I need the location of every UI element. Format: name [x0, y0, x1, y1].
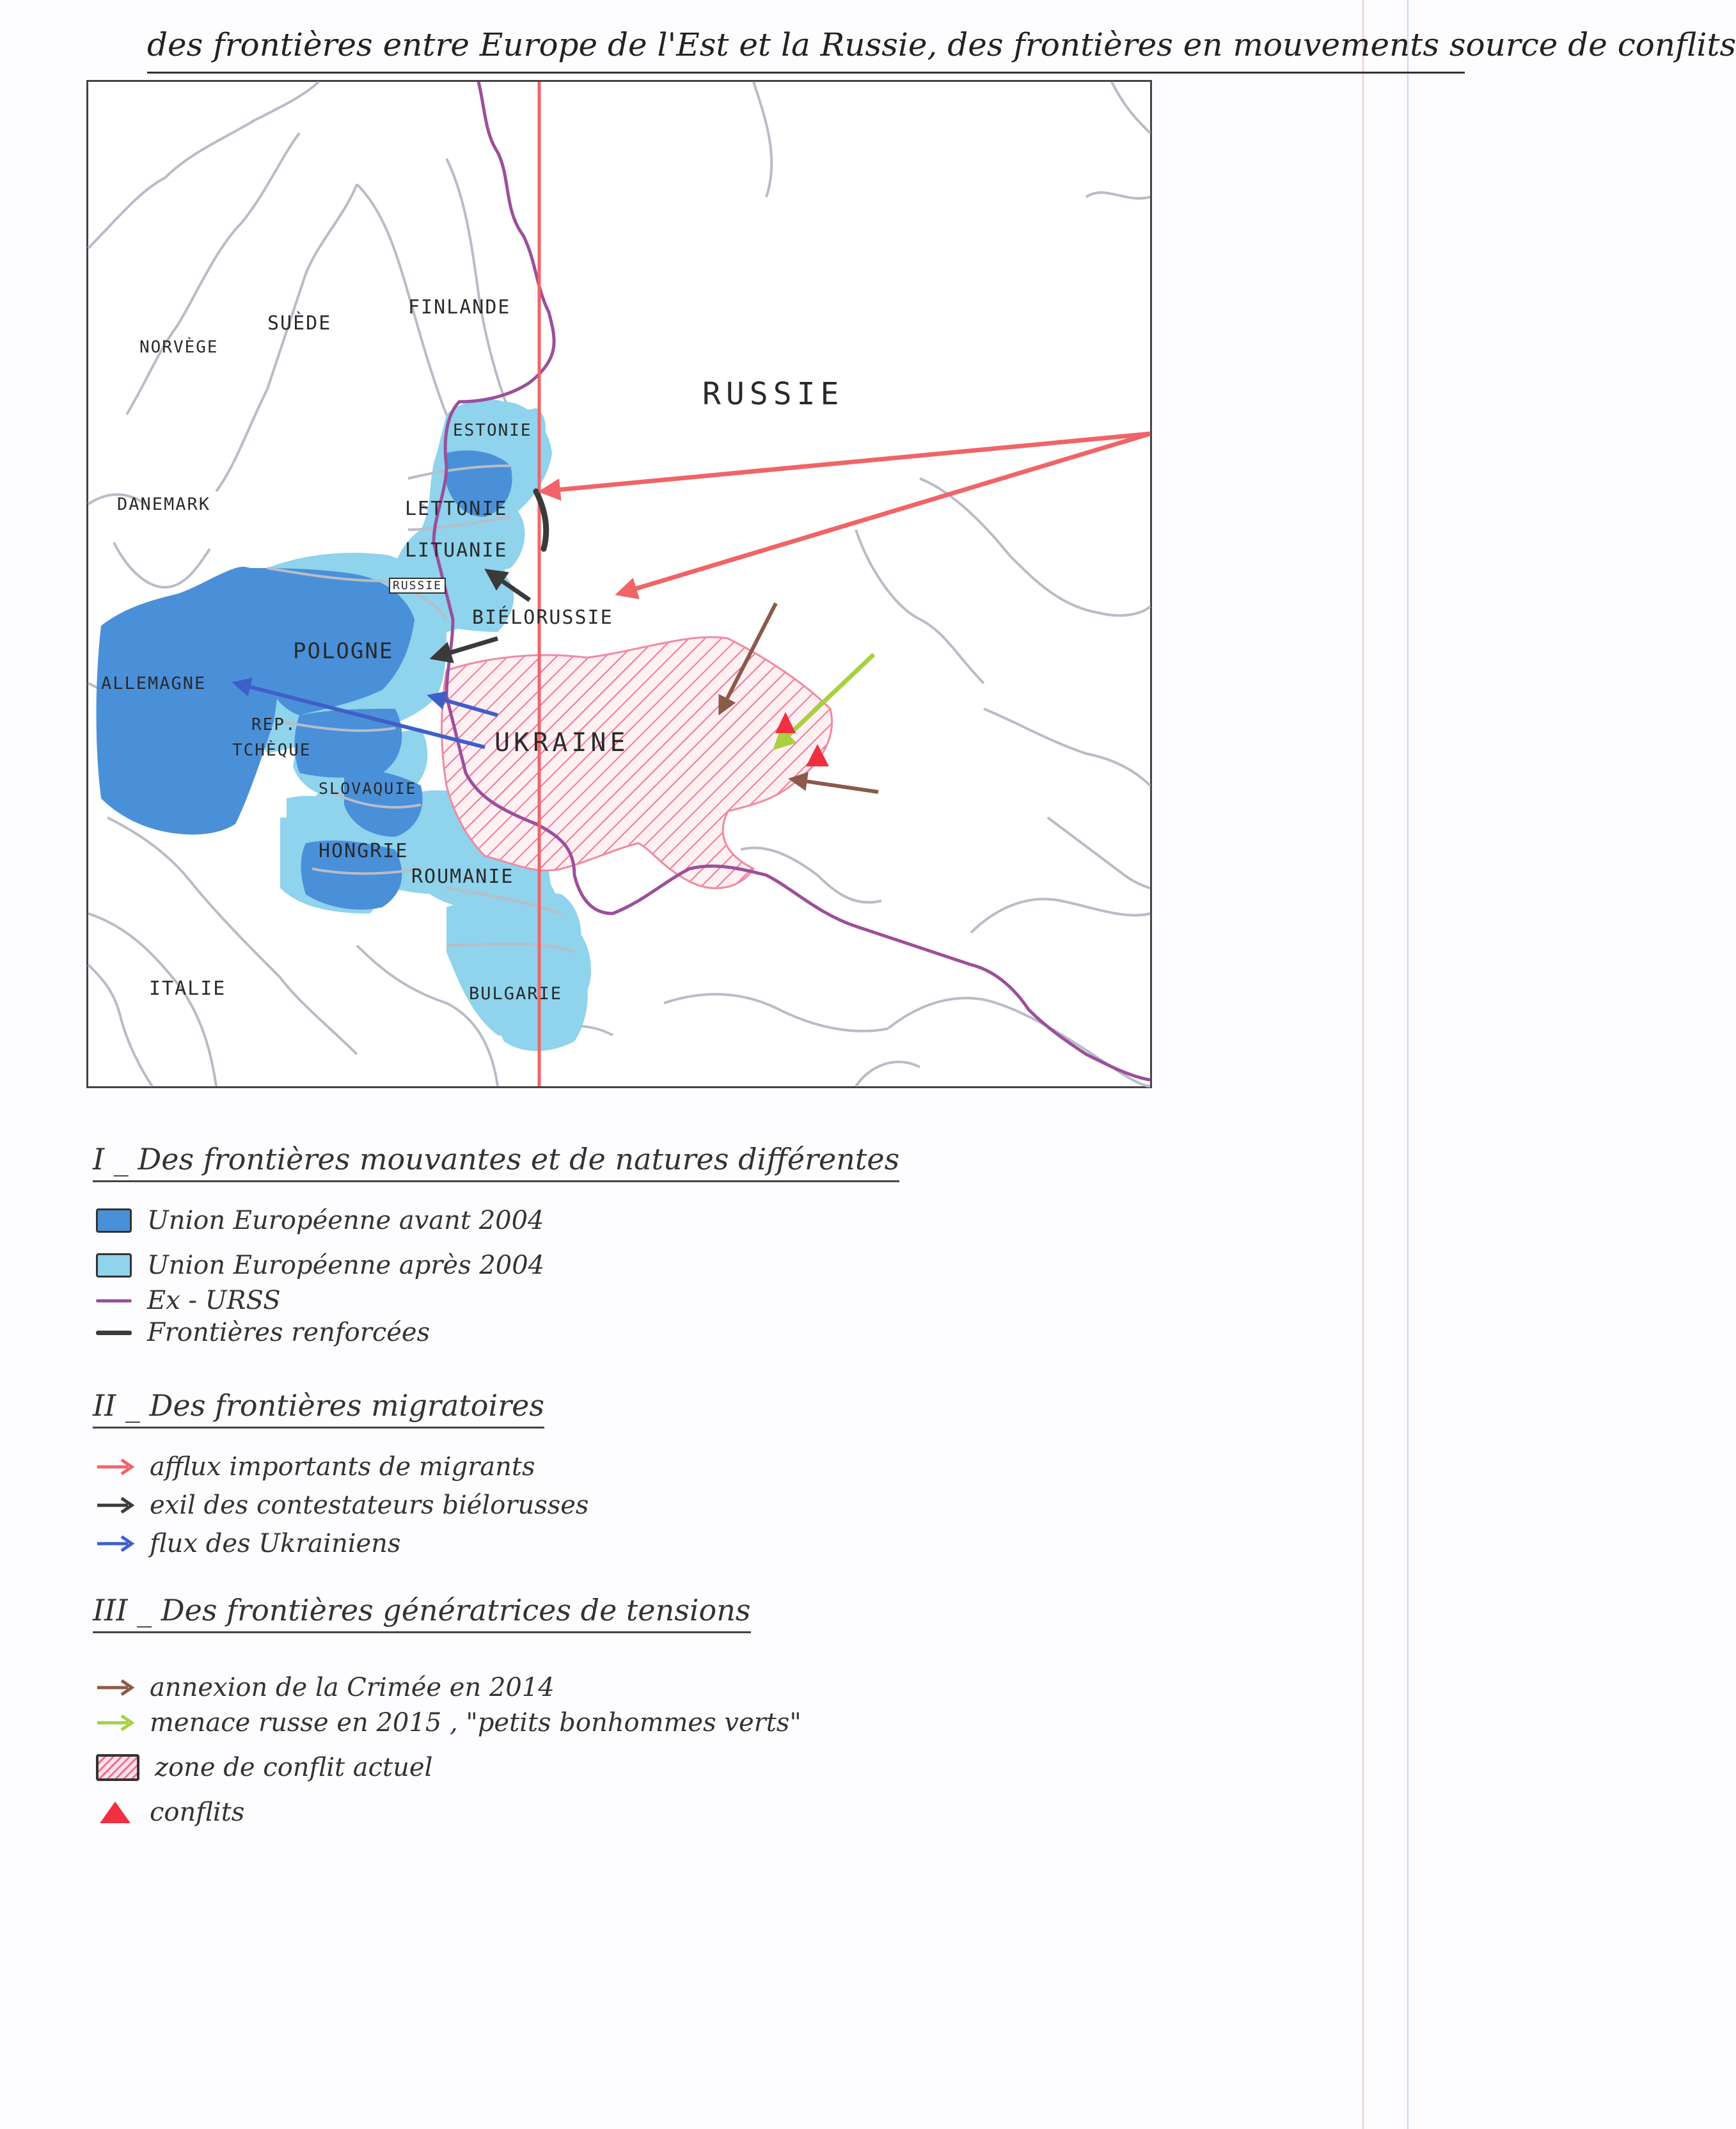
legend-item-russian-threat [96, 1708, 801, 1737]
label-russie-kaliningrad: RUSSIE [389, 578, 446, 594]
legend-label: exil des contestateurs biélorusses [150, 1491, 589, 1520]
label-hongrie: HONGRIE [319, 840, 409, 862]
label-norvege: NORVÈGE [139, 338, 219, 357]
label-allemagne: ALLEMAGNE [101, 674, 207, 693]
map-frame [86, 80, 1152, 1088]
legend-item-ukrainian-flow [96, 1529, 400, 1558]
legend-label: afflux importants de migrants [150, 1452, 535, 1482]
label-danemark: DANEMARK [117, 495, 211, 514]
legend-label: Ex - URSS [147, 1286, 281, 1315]
hatched-swatch-icon [96, 1754, 139, 1781]
blue-arrow-icon [96, 1534, 134, 1553]
label-finlande: FINLANDE [408, 296, 511, 319]
legend-item-ex-urss [96, 1286, 281, 1315]
red-arrow-icon [96, 1457, 134, 1476]
legend-label: zone de conflit actuel [155, 1753, 433, 1782]
light-blue-swatch-icon [96, 1253, 132, 1278]
legend-item-eu-after-2004 [96, 1251, 544, 1280]
legend-section-2-title: II _ Des frontières migratoires [93, 1388, 544, 1429]
page-title: des frontières entre Europe de l'Est et la Russie, des frontières en mouvements source de conflits [147, 26, 1736, 63]
label-lettonie: LETTONIE [405, 498, 508, 520]
legend-label: menace russe en 2015 , "petits bonhommes verts" [150, 1708, 801, 1737]
legend-label: Frontières renforcées [147, 1318, 430, 1347]
label-russie: RUSSIE [702, 376, 844, 412]
label-italie: ITALIE [149, 977, 226, 1000]
label-suede: SUÈDE [267, 312, 332, 335]
dark-line-icon [96, 1331, 132, 1335]
label-estonie: ESTONIE [453, 421, 532, 440]
dark-arrow-icon [96, 1496, 134, 1515]
label-pologne: POLOGNE [293, 638, 394, 664]
legend-label: Union Européenne après 2004 [147, 1251, 545, 1280]
legend-item-crimea-annexation [96, 1673, 555, 1702]
legend-label: Union Européenne avant 2004 [147, 1206, 544, 1235]
title-underline [147, 72, 1465, 74]
legend-label: annexion de la Crimée en 2014 [150, 1673, 555, 1702]
green-arrow-icon [96, 1713, 134, 1732]
legend-section-3-title: III _ Des frontières génératrices de tensions [93, 1593, 751, 1633]
legend-item-conflict-zone [96, 1753, 432, 1782]
reinforced-border-segment [536, 491, 546, 549]
label-rep-tcheque-1: REP. [251, 715, 297, 734]
crimea-annexation-arrow-2 [792, 779, 878, 792]
margin-line-blue [1407, 0, 1409, 2129]
margin-line-red [1362, 0, 1364, 2129]
legend-item-eu-before-2004 [96, 1206, 544, 1235]
legend-label: flux des Ukrainiens [150, 1529, 401, 1558]
legend-section-1-title: I _ Des frontières mouvantes et de natures différentes [93, 1142, 899, 1182]
red-triangle-icon [96, 1799, 134, 1826]
legend-item-belarus-exile [96, 1491, 588, 1520]
label-lituanie: LITUANIE [405, 539, 508, 562]
map-svg [88, 82, 1150, 1086]
label-roumanie: ROUMANIE [411, 866, 514, 888]
label-rep-tcheque-2: TCHÈQUE [232, 741, 312, 760]
label-bulgarie: BULGARIE [469, 984, 563, 1004]
label-bielorussie: BIÉLORUSSIE [472, 606, 613, 629]
dark-blue-swatch-icon [96, 1208, 132, 1233]
brown-arrow-icon [96, 1678, 134, 1697]
legend-item-migrant-influx [96, 1452, 535, 1482]
label-slovaquie: SLOVAQUIE [319, 779, 417, 798]
label-ukraine: UKRAINE [494, 728, 629, 757]
legend-label: conflits [150, 1798, 245, 1827]
legend-item-reinforced-border [96, 1318, 430, 1347]
legend-item-conflicts [96, 1798, 244, 1827]
purple-line-icon [96, 1299, 132, 1302]
